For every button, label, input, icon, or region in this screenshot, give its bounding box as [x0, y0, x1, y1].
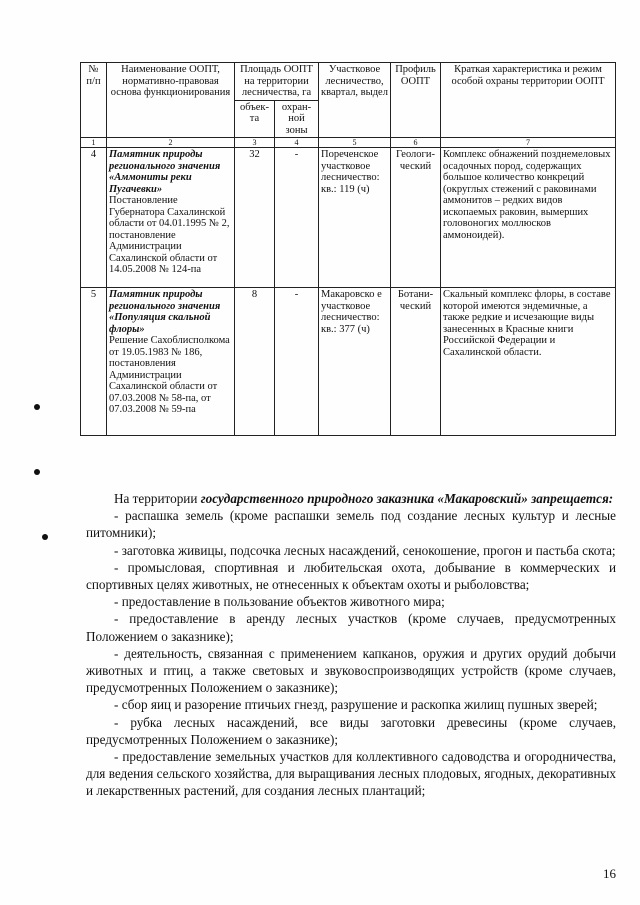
- list-item: - промысловая, спортивная и любительская охота, добывание в коммерческих и спортивных целях животных, не отнесенных к объектам охоты и рыболовства;: [86, 559, 616, 593]
- intro-emphasis: государственного природного заказника «Макаровский» запрещается:: [200, 491, 614, 506]
- header-location: Участковое лесничество, квартал, выдел: [319, 63, 391, 138]
- column-number: 7: [441, 138, 616, 148]
- row-area-buffer: -: [275, 148, 319, 288]
- list-item: - сбор яиц и разорение птичьих гнезд, разрушение и раскопка жилищ пушных зверей;: [114, 697, 598, 713]
- header-profile: Профиль ООПТ: [391, 63, 441, 138]
- row-basis: Постановление Губернатора Сахалинской области от 04.01.1995 № 2, постановление Администрации Сахалинской области от 14.05.2008 № 124-па: [109, 195, 230, 275]
- protected-areas-table: [80, 62, 616, 436]
- header-num: № п/п: [81, 63, 107, 138]
- page-number: 16: [603, 866, 616, 881]
- list-item: - деятельность, связанная с применением капканов, оружия и других орудий добычи животных и птиц, а также световых и звуковоспроизводящих устройств (кроме случаев, предусмотренных Положением о заказнике);: [86, 645, 616, 696]
- header-area-object: объек-та: [235, 100, 275, 138]
- intro-prefix: На территории: [114, 491, 201, 506]
- binder-hole-mark: [34, 404, 40, 410]
- row-num: 5: [81, 288, 107, 436]
- column-number: 1: [81, 138, 107, 148]
- header-name: Наименование ООПТ, нормативно-правовая основа функционирования: [107, 63, 235, 138]
- table-row: [81, 148, 616, 288]
- row-profile: Ботани-ческий: [391, 288, 441, 436]
- row-location: Пореченское участковое лесничество: кв.: 119 (ч): [319, 148, 391, 288]
- header-area: Площадь ООПТ на территории лесничества, га: [235, 63, 319, 101]
- row-area-buffer: -: [275, 288, 319, 436]
- prohibitions-intro: [86, 490, 616, 507]
- row-basis: Решение Сахоблисполкома от 19.05.1983 № 186, постановления Администрации Сахалинской области от 07.03.2008 № 58-па, от 07.03.2008 № 59-па: [109, 335, 230, 415]
- list-item: - распашка земель (кроме распашки земель под создание лесных культур и лесные питомники);: [86, 508, 616, 541]
- binder-hole-mark: [34, 469, 40, 475]
- list-item: - предоставление земельных участков для коллективного садоводства и огородничества, для ведения сельского хозяйства, для выращивания лесных плодовых, ягодных, декоративных и лекарственных растений, для создания лесных плантаций;: [86, 749, 616, 799]
- list-item: - заготовка живицы, подсочка лесных насаждений, сенокошение, прогон и пастьба скота;: [114, 542, 616, 558]
- prohibitions-text: [86, 490, 616, 800]
- column-number: 6: [391, 138, 441, 148]
- row-description: Комплекс обнажений позднемеловых осадочных пород, содержащих большое количество конкреций (округлых стежений с раковинами аммонитов – редких видов ископаемых раковин, вымерших головоногих моллюсков аммоноидей).: [441, 148, 616, 288]
- row-area-object: 8: [235, 288, 275, 436]
- list-item: - предоставление в пользование объектов животного мира;: [114, 594, 445, 610]
- column-number: 2: [107, 138, 235, 148]
- row-area-object: 32: [235, 148, 275, 288]
- row-profile: Геологи-ческий: [391, 148, 441, 288]
- row-name-cell: [107, 288, 235, 436]
- row-num: 4: [81, 148, 107, 288]
- column-number: 4: [275, 138, 319, 148]
- row-title: Памятник природы регионального значения «Аммониты реки Пугачевки»: [109, 149, 221, 195]
- list-item: - предоставление в аренду лесных участков (кроме случаев, предусмотренных Положением о заказнике);: [86, 611, 616, 644]
- column-number: 5: [319, 138, 391, 148]
- table-row: [81, 288, 616, 436]
- row-title: Памятник природы регионального значения «Популяция скальной флоры»: [109, 289, 221, 335]
- header-description: Краткая характеристика и режим особой охраны территории ООПТ: [441, 63, 616, 138]
- column-number: 3: [235, 138, 275, 148]
- row-name-cell: [107, 148, 235, 288]
- column-number-row: [81, 138, 616, 148]
- row-location: Макаровско е участковое лесничество: кв.: 377 (ч): [319, 288, 391, 436]
- row-description: Скальный комплекс флоры, в составе которой имеются эндемичные, а также редкие и исчезающие виды занесенных в Красные книги Российской Федерации и Сахалинской области.: [441, 288, 616, 436]
- header-area-buffer: охран-ной зоны: [275, 100, 319, 138]
- table-header-row: [81, 63, 616, 101]
- list-item: - рубка лесных насаждений, все виды заготовки древесины (кроме случаев, предусмотренных Положением о заказнике);: [86, 714, 616, 747]
- binder-hole-mark: [42, 534, 48, 540]
